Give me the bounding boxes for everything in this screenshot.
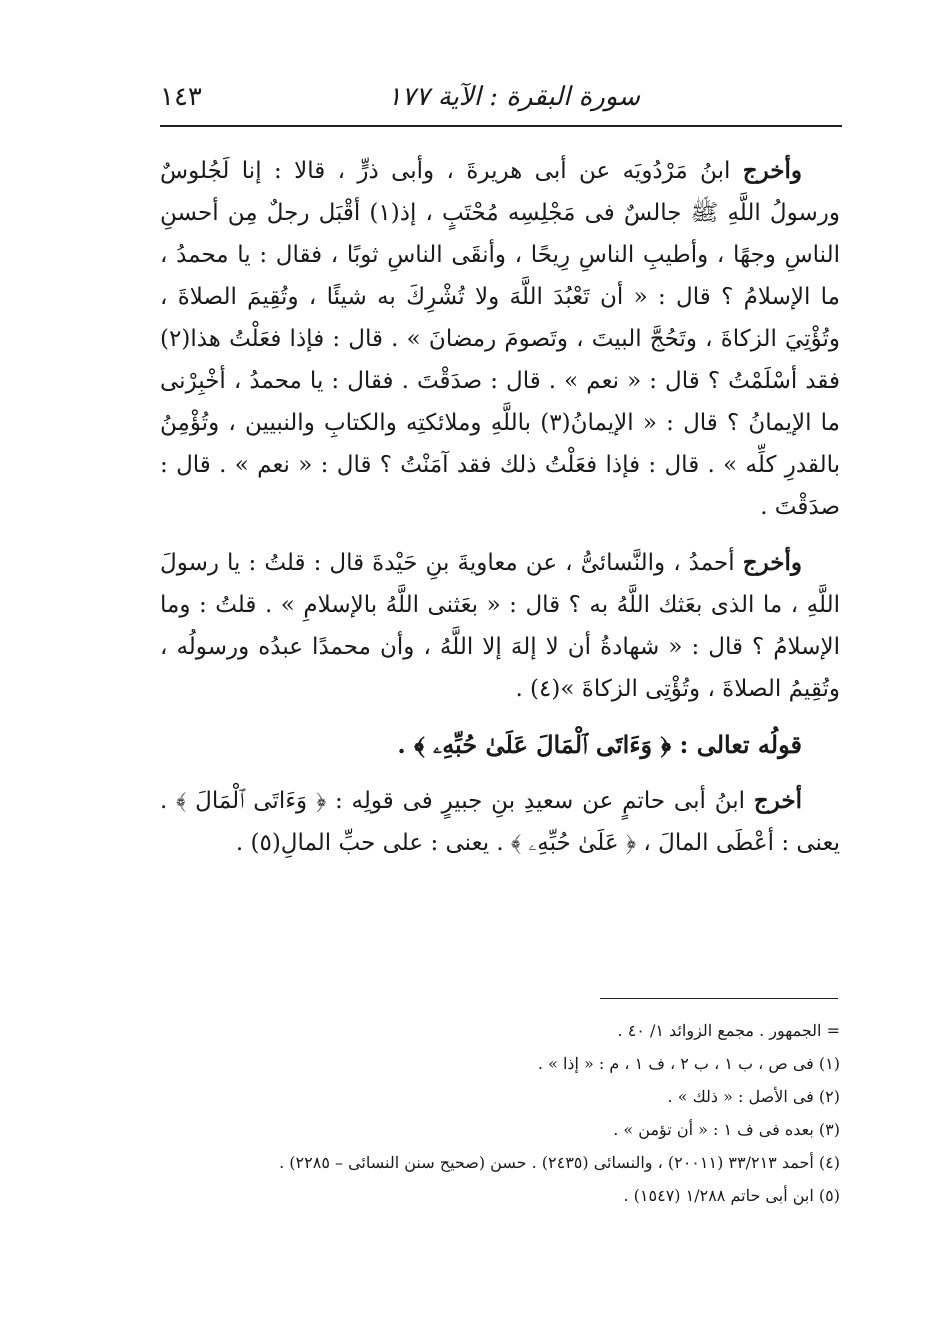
paragraph-text: ابنُ أبى حاتمٍ عن سعيدِ بنِ جبيرٍ فى قولِه : ﴿ وَءَاتَى ٱلْمَالَ ﴾ . يعنى : أعْطَى المالَ ، ﴿ عَلَىٰ حُبِّهِۦ ﴾ . يعنى : على حبِّ المالِ(٥) .	[160, 788, 840, 856]
paragraph-2	[160, 542, 840, 710]
paragraph-3	[160, 780, 840, 864]
paragraph-lead: وأخرج	[742, 549, 802, 576]
footnote-3: (٣) بعده فى ف ١ : « أن تؤمن » .	[613, 1120, 840, 1139]
verse-heading: قولُه تعالى : ﴿ وَءَاتَى ٱلْمَالَ عَلَىٰ حُبِّهِۦ ﴾ .	[397, 730, 802, 759]
running-title: سورة البقرة : الآية ١٧٧	[387, 82, 640, 112]
footnote-rule	[600, 998, 838, 999]
paragraph-1	[160, 150, 840, 528]
page-number: ١٤٣	[160, 82, 202, 112]
main-text	[160, 150, 840, 878]
footnote-2: (٢) فى الأصل : « ذلك » .	[667, 1087, 840, 1106]
page-header	[160, 72, 840, 112]
paragraph-text: ابنُ مَرْدُويَه عن أبى هريرةَ ، وأبى ذرٍّ ، قالا : إنا لَجُلوسٌ ورسولُ اللَّهِ ﷺ جالسٌ فى مَجْلِسِه مُحْتَبٍ ، إذ(١) أقْبَل رجلٌ مِن أحسنِ الناسِ وجهًا ، وأطيبِ الناسِ رِيحًا ، وأنقَى الناسِ ثوبًا ، فقال : يا محمدُ ، ما الإسلامُ ؟ قال : « أن تَعْبُدَ اللَّهَ ولا تُشْرِكَ به شيئًا ، وتُقِيمَ الصلاةَ ، وتُؤْتِيَ الزكاةَ ، وتَحُجَّ البيتَ ، وتَصومَ رمضانَ » . قال : فإذا فعَلْتُ هذا(٢) فقد أسْلَمْتُ ؟ قال : « نعم » . قال : صدَقْتَ . فقال : يا محمدُ ، أخْبِرْنى ما الإيمانُ ؟ قال : « الإيمانُ(٣) باللَّهِ وملائكتِه والكتابِ والنبيين ، وتُؤْمِنُ بالقدرِ كلِّه » . قال : فإذا فعَلْتُ ذلك فقد آمَنْتُ ؟ قال : « نعم » . قال : صدَقْتَ .	[160, 158, 840, 520]
footnote-1: (١) فى ص ، ب ١ ، ب ٢ ، ف ١ ، م : « إذا » .	[537, 1054, 840, 1073]
paragraph-lead: وأخرج	[742, 157, 802, 184]
footnotes	[160, 1014, 840, 1212]
footnote-5: (٥) ابن أبى حاتم ١/٢٨٨ (١٥٤٧) .	[623, 1186, 840, 1205]
footnote-continuation: = الجمهور . مجمع الزوائد ١/ ٤٠ .	[617, 1021, 840, 1040]
paragraph-lead: أخرج	[753, 787, 802, 814]
header-rule	[160, 125, 842, 127]
footnote-4: (٤) أحمد ٣٣/٢١٣ (٢٠٠١١) ، والنسائى (٢٤٣٥) . حسن (صحيح سنن النسائى – ٢٢٨٥) .	[279, 1153, 840, 1172]
paragraph-text: أحمدُ ، والنَّسائىُّ ، عن معاويةَ بنِ حَيْدةَ قال : قلتُ : يا رسولَ اللَّهِ ، ما الذى بعَثك اللَّهُ به ؟ قال : « بعَثنى اللَّهُ بالإسلامِ » . قلتُ : وما الإسلامُ ؟ قال : « شهادةُ أن لا إلهَ إلا اللَّهُ ، وأن محمدًا عبدُه ورسولُه ، وتُقِيمُ الصلاةَ ، وتُؤْتِى الزكاةَ »(٤) .	[160, 550, 840, 702]
